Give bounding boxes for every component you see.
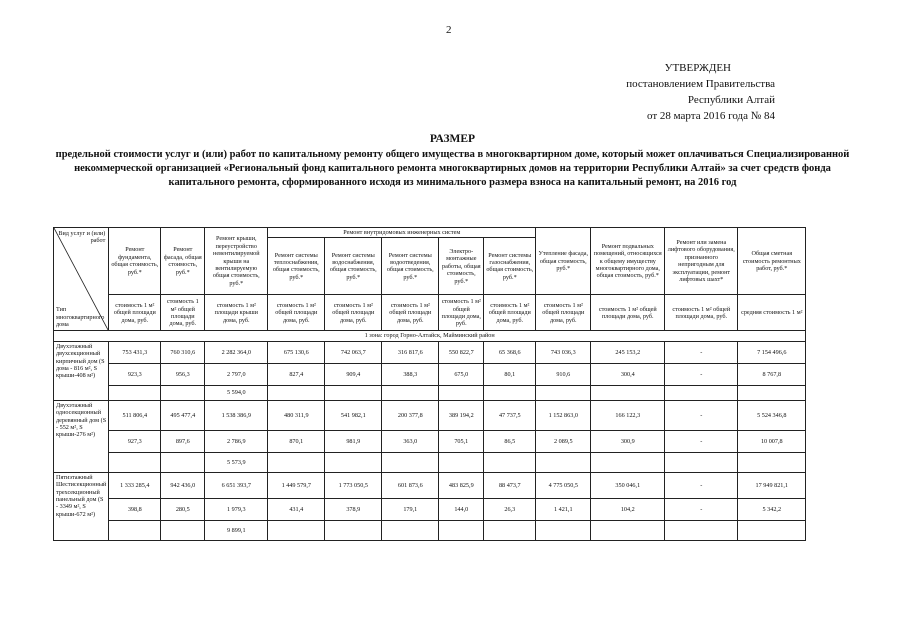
per-m2-cost-cell: 5 342,2 — [738, 498, 806, 520]
empty-cell — [484, 520, 536, 540]
empty-cell — [536, 452, 591, 472]
house-type-cell: Пятиэтажный Шестисекционный трехсекционный панельный дом (S - 3349 м², S крыши-672 м²) — [54, 472, 109, 540]
per-m2-cost-cell: 827,4 — [268, 363, 325, 385]
per-m2-cost-cell: 909,4 — [325, 363, 382, 385]
empty-cell — [536, 520, 591, 540]
total-cost-cell: 743 036,3 — [536, 341, 591, 363]
roof-extra-cost-cell: 9 899,1 — [205, 520, 268, 540]
empty-cell — [109, 452, 161, 472]
unit-header: средняя стоимость 1 м² — [738, 295, 806, 331]
per-m2-cost-cell: 927,3 — [109, 430, 161, 452]
empty-cell — [738, 520, 806, 540]
header-cell: Электро-монтажные работы, общая стоимость, руб.* — [439, 238, 484, 295]
empty-cell — [268, 452, 325, 472]
per-m2-cost-cell: 2 797,0 — [205, 363, 268, 385]
total-cost-cell: 65 368,6 — [484, 341, 536, 363]
total-cost-cell: 495 477,4 — [161, 400, 205, 430]
unit-header: стоимость 1 м² общей площади дома, руб. — [325, 295, 382, 331]
empty-cell — [665, 452, 738, 472]
total-cost-cell: 6 651 393,7 — [205, 472, 268, 498]
document-subtitle: предельной стоимости услуг и (или) работ по капитальному ремонту общего имущества в многоквартирном доме, который может оплачиваться Специализированной некоммерческой организацией «Региональный фонд капитального ремонта многоквартирных домов на территории Республики Алтай» за счет средств фонда капитального ремонта, сформированного исходя из минимального размера взноса на капитальный ремонт, на 2016 год — [55, 149, 850, 188]
per-m2-cost-cell: 8 767,8 — [738, 363, 806, 385]
empty-cell — [439, 385, 484, 400]
per-m2-cost-cell: - — [665, 363, 738, 385]
empty-cell — [665, 520, 738, 540]
header-cell: Ремонт подвальных помещений, относящихся к общему имуществу многоквартирного дома, общая стоимость, руб.* — [591, 228, 665, 295]
empty-cell — [738, 385, 806, 400]
total-cost-cell: 166 122,3 — [591, 400, 665, 430]
page-number: 2 — [446, 24, 452, 36]
per-m2-cost-cell: 981,9 — [325, 430, 382, 452]
empty-cell — [382, 520, 439, 540]
total-cost-cell: 316 817,6 — [382, 341, 439, 363]
header-cell: Общая сметная стоимость ремонтных работ, руб.* — [738, 228, 806, 295]
per-m2-cost-cell: 10 007,8 — [738, 430, 806, 452]
zone-row: 1 зона: город Горно-Алтайск, Майминский район — [54, 331, 806, 341]
per-m2-cost-cell: 910,6 — [536, 363, 591, 385]
empty-cell — [325, 452, 382, 472]
house-type-cell: Двухэтажный односекционный деревянный дом (S - 552 м², S крыши-276 м²) — [54, 400, 109, 472]
approval-line-2: Республики Алтай — [687, 94, 775, 106]
total-cost-cell: 483 825,9 — [439, 472, 484, 498]
per-m2-cost-cell: 388,3 — [382, 363, 439, 385]
corner-cell — [54, 228, 109, 331]
header-cell: Утепление фасада, общая стоимость, руб.* — [536, 228, 591, 295]
empty-cell — [536, 385, 591, 400]
empty-cell — [109, 385, 161, 400]
unit-header: стоимость 1 м² общей площади дома, руб. — [536, 295, 591, 331]
per-m2-cost-cell: 897,6 — [161, 430, 205, 452]
house-type-cell: Двухэтажный двухсекционный кирпичный дом (S дома - 816 м², S крыши-408 м²) — [54, 341, 109, 400]
unit-header: стоимость 1 м² общей площади дома, руб. — [439, 295, 484, 331]
total-cost-cell: 200 377,8 — [382, 400, 439, 430]
empty-cell — [161, 385, 205, 400]
unit-header: стоимость 1 м² общей площади дома, руб. — [665, 295, 738, 331]
per-m2-cost-cell: 300,9 — [591, 430, 665, 452]
approval-line-1: постановлением Правительства — [626, 78, 775, 90]
total-cost-cell: 47 737,5 — [484, 400, 536, 430]
approval-line-3: от 28 марта 2016 года № 84 — [646, 110, 775, 122]
per-m2-cost-cell: 86,5 — [484, 430, 536, 452]
total-cost-cell: 17 949 821,1 — [738, 472, 806, 498]
empty-cell — [738, 452, 806, 472]
total-cost-cell: - — [665, 400, 738, 430]
per-m2-cost-cell: 705,1 — [439, 430, 484, 452]
per-m2-cost-cell: 431,4 — [268, 498, 325, 520]
total-cost-cell: 480 311,9 — [268, 400, 325, 430]
total-cost-cell: - — [665, 472, 738, 498]
header-cell: Ремонт или замена лифтового оборудования, признанного непригодным для эксплуатации, ремонт лифтовых шахт* — [665, 228, 738, 295]
total-cost-cell: 601 873,6 — [382, 472, 439, 498]
total-cost-cell: 245 153,2 — [591, 341, 665, 363]
per-m2-cost-cell: 363,0 — [382, 430, 439, 452]
per-m2-cost-cell: 80,1 — [484, 363, 536, 385]
empty-cell — [591, 385, 665, 400]
empty-cell — [268, 520, 325, 540]
unit-header: стоимость 1 м² общей площади дома, руб. — [591, 295, 665, 331]
total-cost-cell: 2 282 364,0 — [205, 341, 268, 363]
empty-cell — [325, 385, 382, 400]
roof-extra-cost-cell: 5 573,9 — [205, 452, 268, 472]
approval-block — [575, 60, 775, 124]
total-cost-cell: 4 775 050,5 — [536, 472, 591, 498]
total-cost-cell: 511 806,4 — [109, 400, 161, 430]
unit-header: стоимость 1 м² общей площади дома, руб. — [484, 295, 536, 331]
total-cost-cell: 88 473,7 — [484, 472, 536, 498]
empty-cell — [665, 385, 738, 400]
empty-cell — [325, 520, 382, 540]
header-cell: Ремонт крыши, переустройство невентилируемой крыши на вентилируемую общая стоимость, руб.* — [205, 228, 268, 295]
per-m2-cost-cell: 300,4 — [591, 363, 665, 385]
per-m2-cost-cell: 378,9 — [325, 498, 382, 520]
total-cost-cell: 350 046,1 — [591, 472, 665, 498]
per-m2-cost-cell: 1 421,1 — [536, 498, 591, 520]
unit-header: стоимость 1 м² общей площади дома, руб. — [268, 295, 325, 331]
total-cost-cell: 550 822,7 — [439, 341, 484, 363]
total-cost-cell: 942 436,0 — [161, 472, 205, 498]
empty-cell — [484, 452, 536, 472]
empty-cell — [161, 452, 205, 472]
empty-cell — [439, 520, 484, 540]
total-cost-cell: 1 773 050,5 — [325, 472, 382, 498]
empty-cell — [439, 452, 484, 472]
total-cost-cell: 742 063,7 — [325, 341, 382, 363]
unit-header: стоимость 1 м² общей площади дома, руб. — [109, 295, 161, 331]
per-m2-cost-cell: 104,2 — [591, 498, 665, 520]
document-title: РАЗМЕР — [429, 133, 476, 145]
per-m2-cost-cell: 179,1 — [382, 498, 439, 520]
per-m2-cost-cell: 2 089,5 — [536, 430, 591, 452]
total-cost-cell: 389 194,2 — [439, 400, 484, 430]
header-cell: Ремонт системы газоснабжения, общая стоимость, руб.* — [484, 238, 536, 295]
total-cost-cell: 675 130,6 — [268, 341, 325, 363]
empty-cell — [591, 452, 665, 472]
per-m2-cost-cell: 398,8 — [109, 498, 161, 520]
corner-top-label: Вид услуг и (или) работ — [58, 230, 106, 245]
unit-header: стоимость 1 м² общей площади дома, руб. — [382, 295, 439, 331]
per-m2-cost-cell: - — [665, 430, 738, 452]
per-m2-cost-cell: 870,1 — [268, 430, 325, 452]
group-header: Ремонт внутридомовых инженерных систем — [268, 228, 536, 238]
empty-cell — [382, 385, 439, 400]
total-cost-cell: 541 982,1 — [325, 400, 382, 430]
per-m2-cost-cell: 956,3 — [161, 363, 205, 385]
header-cell: Ремонт системы водоснабжения, общая стоимость, руб.* — [325, 238, 382, 295]
header-cell: Ремонт системы водоотведения, общая стоимость, руб.* — [382, 238, 439, 295]
per-m2-cost-cell: 280,5 — [161, 498, 205, 520]
per-m2-cost-cell: 144,0 — [439, 498, 484, 520]
empty-cell — [382, 452, 439, 472]
empty-cell — [161, 520, 205, 540]
total-cost-cell: 753 431,3 — [109, 341, 161, 363]
per-m2-cost-cell: 2 786,9 — [205, 430, 268, 452]
empty-cell — [591, 520, 665, 540]
empty-cell — [109, 520, 161, 540]
total-cost-cell: 5 524 346,8 — [738, 400, 806, 430]
cost-table — [53, 227, 806, 541]
approval-heading: УТВЕРЖДЕН — [664, 62, 731, 74]
corner-bottom-label: Тип многоквартирного дома — [56, 306, 105, 328]
per-m2-cost-cell: 675,0 — [439, 363, 484, 385]
header-cell: Ремонт фасада, общая стоимость, руб.* — [161, 228, 205, 295]
total-cost-cell: - — [665, 341, 738, 363]
total-cost-cell: 7 154 496,6 — [738, 341, 806, 363]
total-cost-cell: 1 449 579,7 — [268, 472, 325, 498]
header-cell: Ремонт системы теплоснабжения, общая стоимость, руб.* — [268, 238, 325, 295]
total-cost-cell: 1 333 285,4 — [109, 472, 161, 498]
total-cost-cell: 1 538 386,9 — [205, 400, 268, 430]
total-cost-cell: 760 310,6 — [161, 341, 205, 363]
empty-cell — [268, 385, 325, 400]
empty-cell — [484, 385, 536, 400]
unit-header: стоимость 1 м² общей площади дома, руб. — [161, 295, 205, 331]
per-m2-cost-cell: 26,3 — [484, 498, 536, 520]
per-m2-cost-cell: - — [665, 498, 738, 520]
unit-header: стоимость 1 м² площади крыши дома, руб. — [205, 295, 268, 331]
per-m2-cost-cell: 923,3 — [109, 363, 161, 385]
total-cost-cell: 1 152 863,0 — [536, 400, 591, 430]
roof-extra-cost-cell: 5 594,0 — [205, 385, 268, 400]
header-cell: Ремонт фундамента, общая стоимость, руб.* — [109, 228, 161, 295]
per-m2-cost-cell: 1 979,3 — [205, 498, 268, 520]
